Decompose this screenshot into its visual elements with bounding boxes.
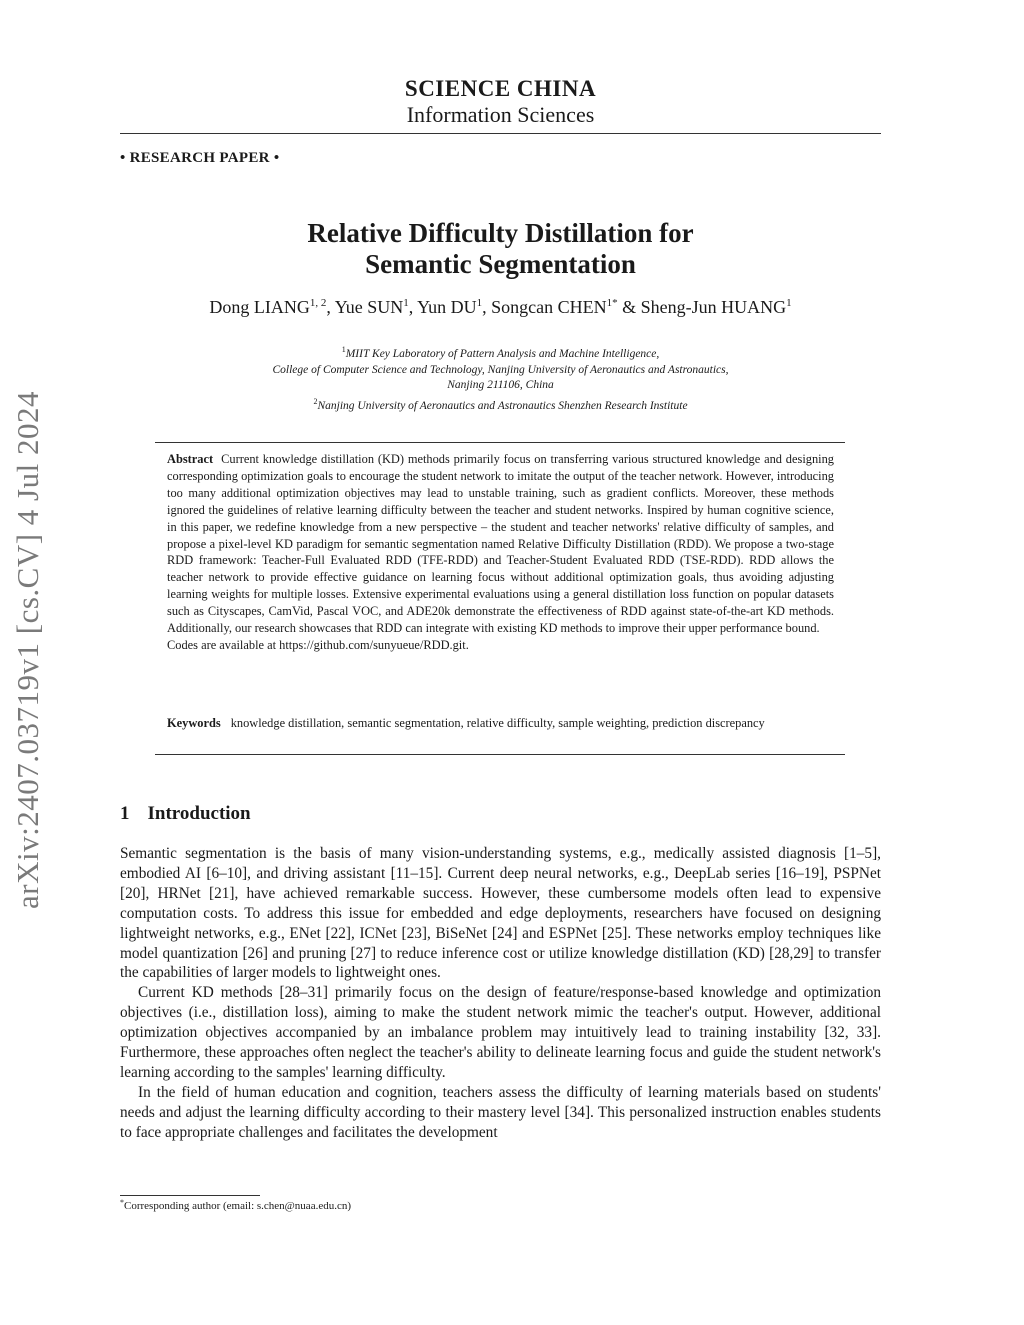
- title-line-2: Semantic Segmentation: [365, 249, 636, 279]
- paragraph: Semantic segmentation is the basis of many vision-understanding systems, e.g., medically assisted diagnosis [1–5], embodied AI [6–10], and driving assistant [11–15]. Current deep neural networks, e.g., DeepLab series [16–19], PSPNet [20], HRNet [21], have achieved remarkable success. However, these cumbersome models often lead to expensive computation costs. To address this issue for embedded and edge deployments, researchers have focused on designing lightweight networks, e.g., ENet [22], ICNet [23], BiSeNet [24] and ESPNet [25]. These networks employ techniques like model quantization [26] and pruning [27] to reduce inference cost or utilize knowledge distillation (KD) [28,29] to transfer the capabilities of larger models to lightweight ones.: [120, 845, 881, 982]
- affiliation-sup: 1: [341, 345, 346, 354]
- section-title: Introduction: [147, 803, 251, 824]
- abstract-block: [167, 451, 834, 654]
- footnote-mark: *: [120, 1198, 124, 1207]
- footnote-text: Corresponding author (email: s.chen@nuaa.edu.cn): [124, 1200, 352, 1212]
- abstract-paragraph: [167, 451, 834, 637]
- author-separator: ,: [408, 297, 418, 317]
- affiliation-1-line-2: College of Computer Science and Technology, Nanjing University of Aeronautics and Astronautics,: [272, 363, 729, 376]
- keywords-block: [167, 715, 834, 732]
- author-name: Yun DU: [417, 297, 477, 317]
- paper-title: [120, 218, 881, 280]
- section-number: 1: [120, 803, 130, 824]
- section-heading: [120, 803, 251, 825]
- journal-name: SCIENCE CHINA: [404, 76, 597, 101]
- author-separator: &: [617, 297, 641, 317]
- body-text: [120, 844, 881, 1143]
- author-affil-sup: 1, 2: [309, 297, 327, 309]
- author-separator: ,: [482, 297, 492, 317]
- author-name: Songcan CHEN: [491, 297, 607, 317]
- author-separator: ,: [326, 297, 335, 317]
- author-affil-sup: 1: [476, 297, 483, 309]
- author-name: Sheng-Jun HUANG: [640, 297, 787, 317]
- author-affil-sup: 1*: [606, 297, 618, 309]
- paper-type: • RESEARCH PAPER •: [120, 150, 280, 166]
- abstract-top-rule: [155, 442, 845, 443]
- affiliations: [120, 342, 881, 414]
- author-name: Yue SUN: [334, 297, 404, 317]
- footnote-rule: [120, 1195, 260, 1196]
- journal-subtitle: Information Sciences: [406, 102, 595, 127]
- header-rule: [120, 133, 881, 134]
- paragraph: In the field of human education and cognition, teachers assess the difficulty of learning materials based on students' needs and adjust the learning difficulty according to their mastery level [34]. This personalized instruction enables students to face appropriate challenges and facilitates the development: [120, 1083, 881, 1141]
- footnote: [120, 1198, 351, 1212]
- affiliation-1-line-3: Nanjing 211106, China: [447, 379, 554, 391]
- author-affil-sup: 1: [403, 297, 409, 309]
- author-name: Dong LIANG: [209, 297, 310, 317]
- keywords-text: knowledge distillation, semantic segmentation, relative difficulty, sample weighting, prediction discrepancy: [230, 716, 765, 730]
- arxiv-identifier: [8, 370, 48, 930]
- affiliation-1-line-1: $^1$MIIT Key Laboratory of Pattern Analysis and Machine Intelligence,: [341, 345, 660, 360]
- journal-header: [120, 76, 881, 128]
- keywords-label: Keywords: [167, 716, 221, 730]
- author-affil-sup: 1: [786, 297, 792, 309]
- arxiv-id-text: arXiv:2407.03719v1 [cs.CV] 4 Jul 2024: [10, 391, 45, 909]
- abstract-code-link: Codes are available at https://github.com/sunyueue/RDD.git.: [167, 637, 469, 652]
- author-list: [120, 297, 881, 318]
- abstract-text: Current knowledge distillation (KD) methods primarily focus on transferring various structured knowledge and designing corresponding optimization goals to encourage the student network to imitate the output of the teacher network. However, introducing too many additional optimization objectives may lead to unstable training, such as gradient conflicts. Moreover, these methods ignored the guidelines of relative learning difficulty between the teacher and student networks. Inspired by human cognitive science, in this paper, we redefine knowledge from a new perspective – the student and teacher networks' relative difficulty of samples, and propose a pixel-level KD paradigm for semantic segmentation named Relative Difficulty Distillation (RDD). We propose a two-stage RDD framework: Teacher-Full Evaluated RDD (TFE-RDD) and Teacher-Student Evaluated RDD (TSE-RDD). RDD allows the teacher network to provide effective guidance on learning focus without additional optimization goals, thus avoiding adjusting learning weights for multiple losses. Extensive experimental evaluations using a general distillation loss function on popular datasets such as Cityscapes, CamVid, Pascal VOC, and ADE20k demonstrate the effectiveness of RDD against state-of-the-art KD methods. Additionally, our research showcases that RDD can integrate with existing KD methods to improve their upper performance bound.: [167, 452, 834, 636]
- abstract-bottom-rule: [155, 754, 845, 755]
- abstract-label: Abstract: [167, 452, 214, 466]
- title-line-1: Relative Difficulty Distillation for: [307, 218, 694, 248]
- paragraph: Current KD methods [28–31] primarily focus on the design of feature/response-based knowledge and optimization objectives (i.e., distillation loss), aiming to make the student network mimic the teacher's output. However, additional optimization objectives accompanied by an imbalance problem may intuitively lead to training instability [32, 33]. Furthermore, these approaches often neglect the teacher's ability to delineate learning focus and guide the student network's learning according to the samples' learning difficulty.: [120, 984, 881, 1081]
- affiliation-sup: 2: [313, 396, 318, 406]
- affiliation-2-line-1: $^2$Nanjing University of Aeronautics and Astronautics Shenzhen Research Institute: [313, 396, 688, 412]
